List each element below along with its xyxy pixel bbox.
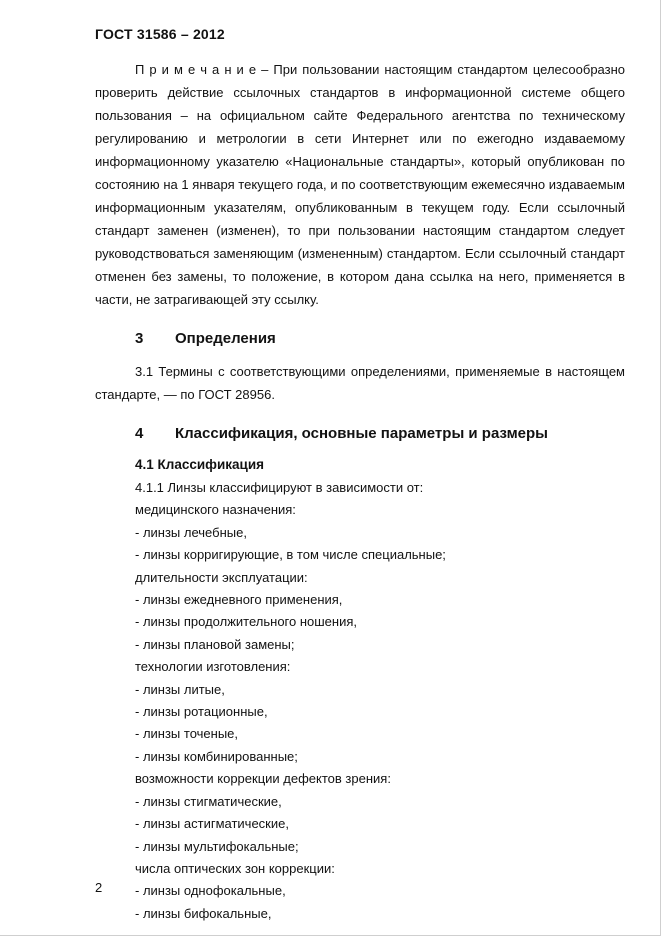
subsection-4-1-heading: 4.1 Классификация <box>135 457 265 472</box>
classification-item: - линзы точеные, <box>135 726 239 742</box>
classification-category: длительности эксплуатации: <box>135 569 308 585</box>
document-header: ГОСТ 31586 – 2012 <box>95 26 225 42</box>
classification-item: - линзы бифокальные, <box>135 905 272 921</box>
classification-item: - линзы продолжительного ношения, <box>135 614 358 630</box>
section-4-heading <box>95 420 625 448</box>
classification-item: - линзы литые, <box>135 681 225 697</box>
classification-item: - линзы астигматические, <box>135 816 289 832</box>
classification-item: - линзы лечебные, <box>135 524 247 540</box>
classification-item: - линзы ротационные, <box>135 704 268 720</box>
section-4-number: 4 <box>135 425 144 442</box>
classification-item: - линзы комбинированные; <box>135 748 298 764</box>
classification-item: - линзы корригирующие, в том числе специальные; <box>135 547 446 563</box>
note-paragraph: П р и м е ч а н и е – При пользовании настоящим стандартом целесообразно проверить действие ссылочных стандартов в информационной системе общего пользования – на официальном сайте Федерального агентства по техническому регулированию и метрологии в сети Интернет или по ежегодно издаваемому информационному указателю «Национальные стандарты», который опубликован по состоянию на 1 января текущего года, и по соответствующим ежемесячно издаваемым информационным указателям, опубликованным в текущем году. Если ссылочный стандарт заменен (изменен), то при пользовании настоящим стандартом следует руководствоваться заменяющим (измененным) стандартом. Если ссылочный стандарт отменен без замены, то положение, в котором дана ссылка на него, применяется в части, не затрагивающей эту ссылку. <box>95 62 625 307</box>
section-3-title: Определения <box>175 330 276 347</box>
classification-item: - линзы плановой замены; <box>135 636 295 652</box>
classification-category: числа оптических зон коррекции: <box>135 860 335 876</box>
classification-category: медицинского назначения: <box>135 502 296 518</box>
classification-item: - линзы однофокальные, <box>135 883 286 899</box>
section-4-title: Классификация, основные параметры и размеры <box>175 425 548 442</box>
paragraph-3-1: 3.1 Термины с соответствующими определениями, применяемые в настоящем стандарте, — по ГОСТ 28956. <box>95 364 625 402</box>
paragraph-4-1-1: 4.1.1 Линзы классифицируют в зависимости от: <box>135 480 424 495</box>
page-number: 2 <box>95 880 103 895</box>
classification-item: - линзы стигматические, <box>135 793 282 809</box>
classification-item: - линзы ежедневного применения, <box>135 592 343 608</box>
section-3-heading <box>95 325 625 353</box>
section-3-number: 3 <box>135 330 144 347</box>
classification-category: технологии изготовления: <box>135 659 291 675</box>
classification-category: возможности коррекции дефектов зрения: <box>135 771 391 787</box>
classification-item: - линзы мультифокальные; <box>135 838 299 854</box>
